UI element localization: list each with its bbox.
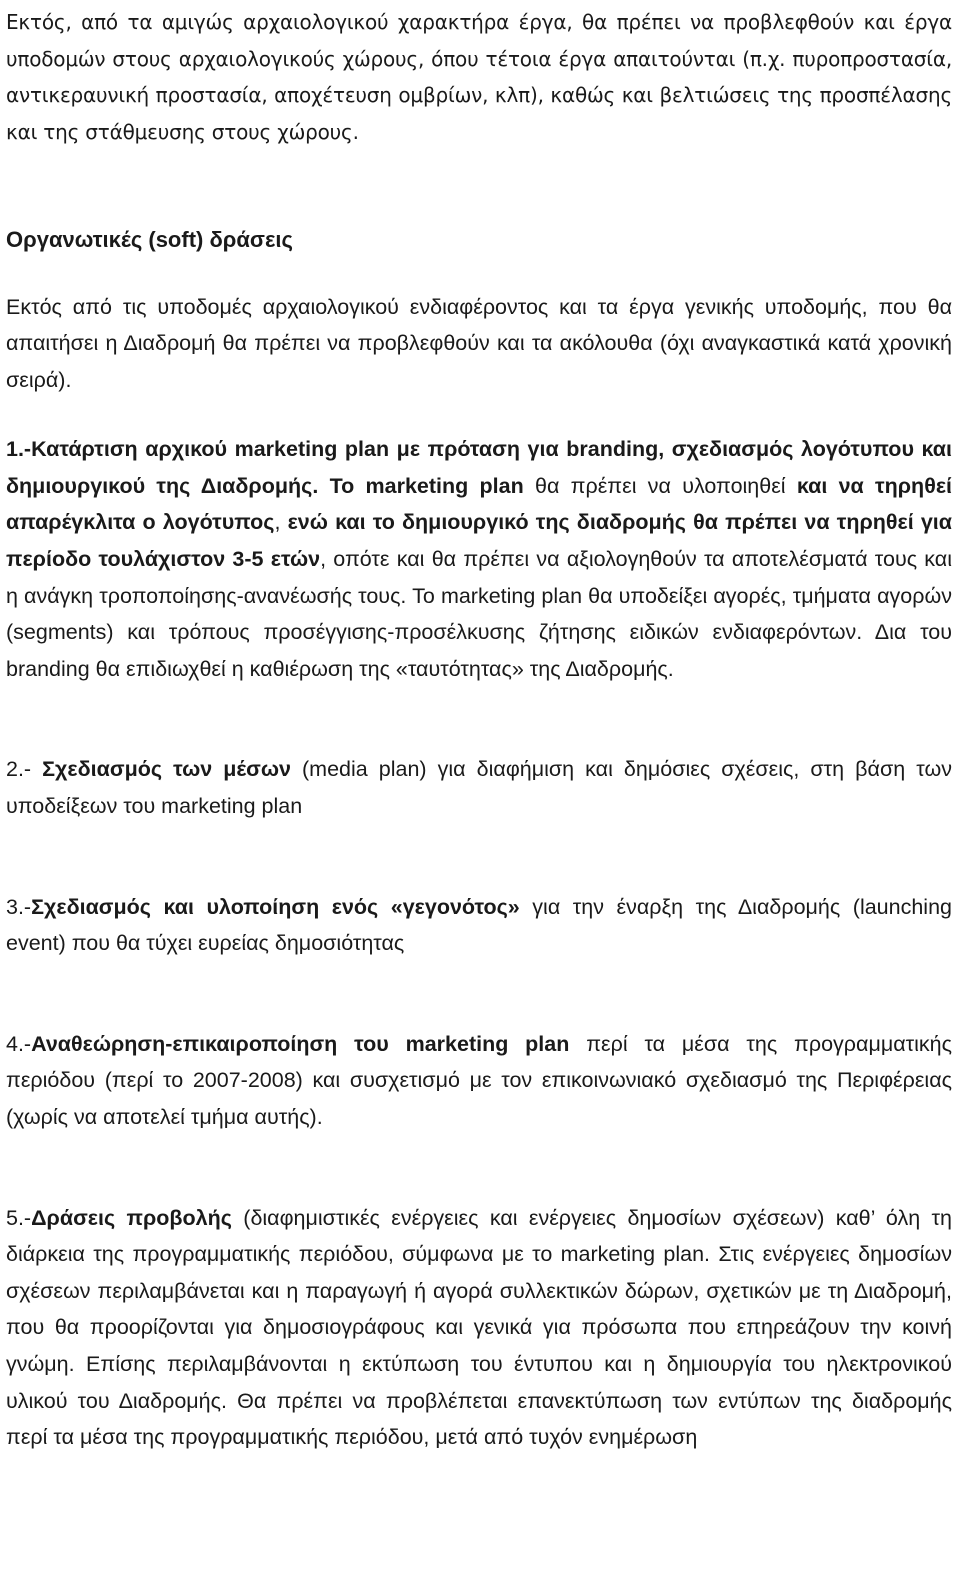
item-3-paragraph (6, 889, 952, 962)
item-1-bold-b: ενώ και το δημιουργικό της διαδρομής θα πρέπει να τηρηθεί για περίοδο τουλάχιστον 3-5 ετών (6, 510, 952, 572)
item-1-bold-a: και να τηρηθεί απαρέγκλιτα ο λογότυπος (6, 473, 952, 535)
item-4-text: περί τα μέσα της προγραμματικής περιόδου (περί το 2007-2008) και συσχετισμό με τον επικοινωνιακό σχεδιασμό της Περιφέρειας (χωρίς να αποτελεί τμήμα αυτής). (6, 1031, 952, 1129)
document-page (6, 0, 952, 1456)
section-intro-paragraph: Εκτός από τις υποδομές αρχαιολογικού ενδιαφέροντος και τα έργα γενικής υποδομής, που θα απαιτήσει η Διαδρομή θα πρέπει να προβλεφθούν και τα ακόλουθα (όχι αναγκαστικά κατά χρονική σειρά). (6, 294, 952, 392)
item-3-text: για την έναρξη της Διαδρομής (launching event) που θα τύχει ευρείας δημοσιότητας (6, 894, 952, 956)
item-1-paragraph (6, 431, 952, 687)
item-1-text-c: , οπότε και θα πρέπει να αξιολογηθούν τα αποτελέσματά τους και η ανάγκη τροποποίησης-ανανέωσής τους. Το marketing plan θα υποδείξει αγορές, τμήματα αγορών (segments) και τρόπους προσέγγισης-προσέλκυσης ζήτησης ειδικών ενδιαφερόντων. Δια του branding θα επιδιωχθεί η καθιέρωση της «ταυτότητας» της Διαδρομής. (6, 547, 952, 681)
item-2-paragraph (6, 751, 952, 824)
item-5-paragraph (6, 1200, 952, 1456)
item-1-text-b: , (274, 510, 288, 535)
item-2-text: (media plan) για διαφήμιση και δημόσιες σχέσεις, στη βάση των υποδείξεων του marketing plan (6, 757, 952, 819)
item-1-title: 1.-Κατάρτιση αρχικού marketing plan με πρόταση για branding, σχεδιασμός λογότυπου και δημιουργικού της Διαδρομής. Το marketing plan (6, 437, 952, 498)
item-3-number: 3.- (6, 894, 32, 919)
item-4-number: 4.- (6, 1031, 32, 1056)
item-1-text-a: θα πρέπει να υλοποιηθεί (523, 473, 797, 498)
item-5-number: 5.- (6, 1205, 32, 1230)
item-2-title: Σχεδιασμός των μέσων (42, 757, 291, 782)
item-4-title: Αναθεώρηση-επικαιροποίηση του marketing plan (31, 1031, 570, 1056)
item-4-paragraph (6, 1026, 952, 1136)
section-heading: Οργανωτικές (soft) δράσεις (6, 227, 293, 252)
item-5-title: Δράσεις προβολής (31, 1205, 232, 1230)
item-2-number: 2.- (6, 757, 43, 782)
intro-paragraph: Εκτός, από τα αμιγώς αρχαιολογικού χαρακτήρα έργα, θα πρέπει να προβλεφθούν και έργα υποδομών στους αρχαιολογικούς χώρους, όπου τέτοια έργα απαιτούνται (π.χ. πυροπροστασία, αντικεραυνική προστασία, αποχέτευση ομβρίων, κλπ), καθώς και βελτιώσεις της προσπέλασης και της στάθμευσης στους χώρους. (6, 10, 952, 144)
item-5-text: (διαφημιστικές ενέργειες και ενέργειες δημοσίων σχέσεων) καθ’ όλη τη διάρκεια της προγραμματικής περιόδου, σύμφωνα με το marketing plan. Στις ενέργειες δημοσίων σχέσεων περιλαμβάνεται και η παραγωγή ή αγορά συλλεκτικών δώρων, σχετικών με τη Διαδρομή, που θα προορίζονται για δημοσιογράφους και γενικά για πρόσωπα που επηρεάζουν την κοινή γνώμη. Επίσης περιλαμβάνονται η εκτύπωση του έντυπου και η δημιουργία του ηλεκτρονικού υλικού του Διαδρομής. Θα πρέπει να προβλέπεται επανεκτύπωση των εντύπων της διαδρομής περί τα μέσα της προγραμματικής περιόδου, μετά από τυχόν ενημέρωση (6, 1205, 952, 1450)
item-3-title: Σχεδιασμός και υλοποίηση ενός «γεγονότος» (31, 894, 520, 919)
